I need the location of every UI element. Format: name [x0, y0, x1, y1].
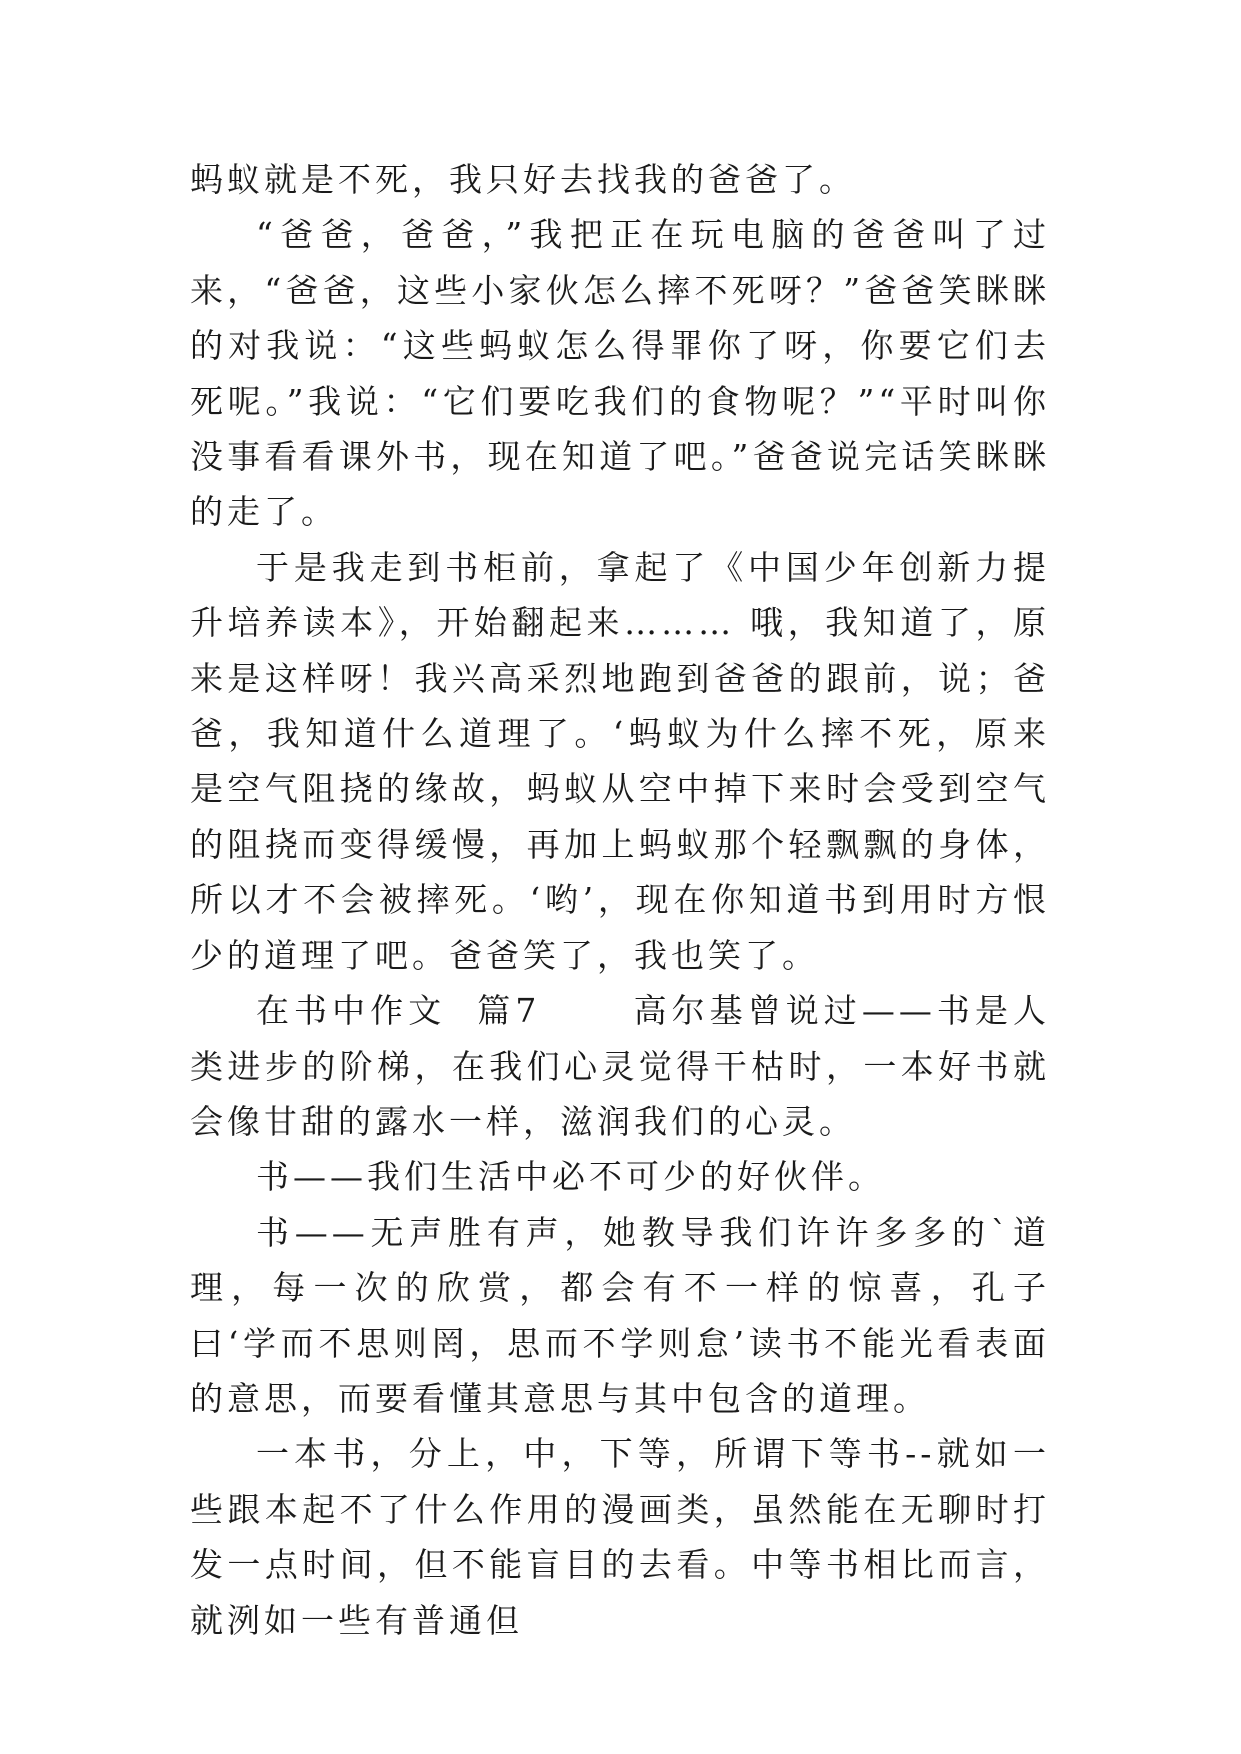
paragraph-6: 书——无声胜有声，她教导我们许许多多的`道理，每一次的欣赏，都会有不一样的惊喜，孔子曰‘学而不思则罔，思而不学则怠’读书不能光看表面的意思，而要看懂其意思与其中包含的道理。 [190, 1212, 1051, 1418]
document-body [190, 152, 1050, 1648]
paragraph-5: 书——我们生活中必不可少的好伙伴。 [256, 1157, 885, 1197]
paragraph-3: 于是我走到书柜前，拿起了《中国少年创新力提升培养读本》，开始翻起来……… 哦，我知道了，原来是这样呀！我兴高采烈地跑到爸爸的跟前，说；爸爸，我知道什么道理了。‘蚂蚁为什么摔不死，原来是空气阻挠的缘故，蚂蚁从空中掉下来时会受到空气的阻挠而变得缓慢，再加上蚂蚁那个轻飘飘的身体，所以才不会被摔死。‘哟’，现在你知道书到用时方恨少的道理了吧。爸爸笑了，我也笑了。 [190, 547, 1050, 975]
paragraph-2: “爸爸，爸爸，”我把正在玩电脑的爸爸叫了过来，“爸爸，这些小家伙怎么摔不死呀？”爸爸笑眯眯的对我说：“这些蚂蚁怎么得罪你了呀，你要它们去死呢。”我说：“它们要吃我们的食物呢？”“平时叫你没事看看课外书，现在知道了吧。”爸爸说完话笑眯眯的走了。 [190, 215, 1050, 532]
paragraph-7: 一本书，分上，中，下等，所谓下等书--就如一些跟本起不了什么作用的漫画类，虽然能在无聊时打发一点时间，但不能盲目的去看。中等书相比而言，就洌如一些有普通但 [190, 1434, 1050, 1640]
paragraph-1: 蚂蚁就是不死，我只好去找我的爸爸了。 [190, 160, 856, 199]
paragraph-4: 在书中作文 篇7 高尔基曾说过——书是人类进步的阶梯，在我们心灵觉得干枯时，一本好书就会像甘甜的露水一样，滋润我们的心灵。 [190, 991, 1050, 1141]
